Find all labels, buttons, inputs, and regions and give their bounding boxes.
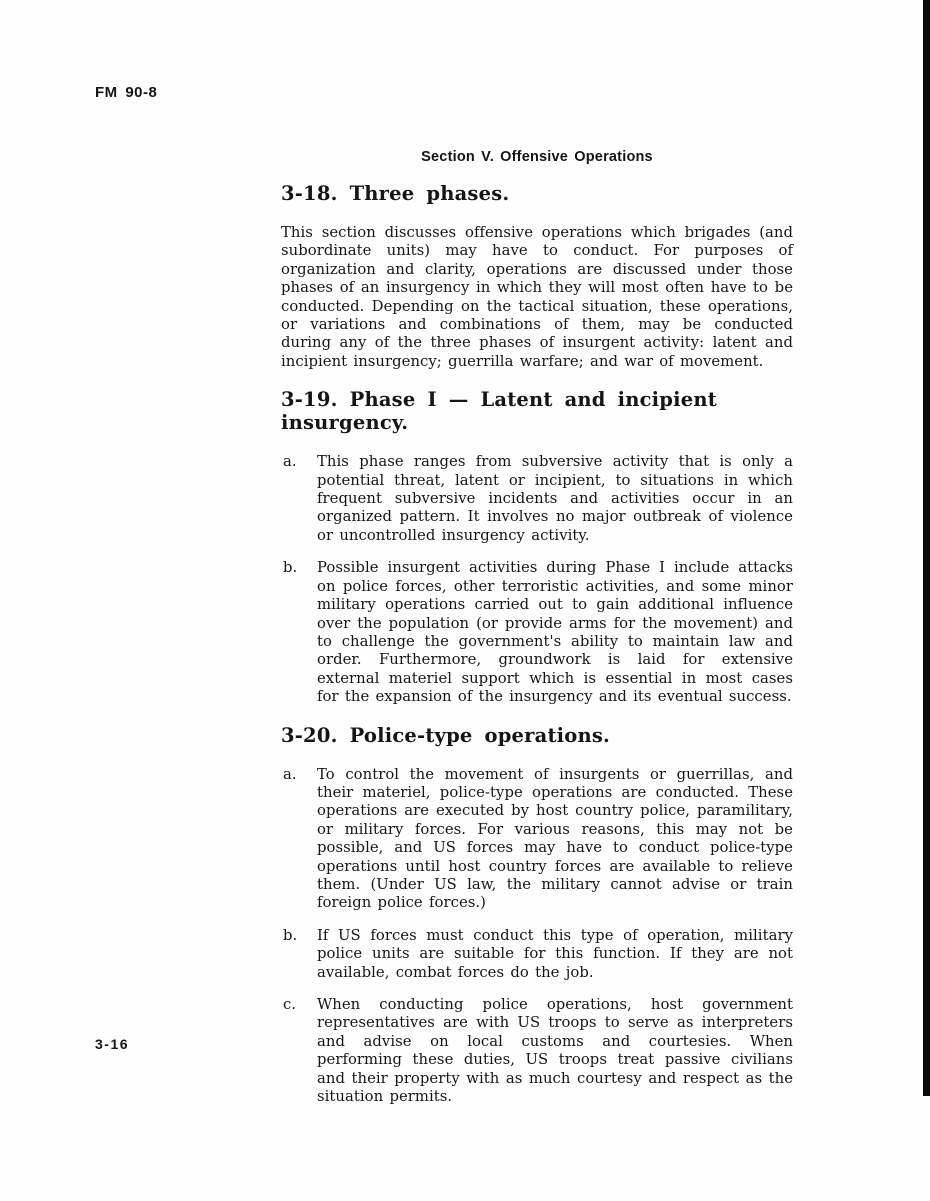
list-item (281, 559, 793, 706)
item-text: This phase ranges from subversive activity that is only a potential threat, latent or incipient, to situations in which frequent subversive incidents and activities occur in an organized pattern. It involves no major outbreak of violence or uncontrolled insurgency activity. (317, 453, 793, 544)
section-title: Phase I — Latent and incipient insurgency. (281, 388, 717, 435)
list-item (281, 927, 793, 982)
section-banner: Section V. Offensive Operations (421, 149, 653, 165)
item-text: Possible insurgent activities during Phase I include attacks on police forces, other terroristic activities, and some minor military operations carried out to gain additional influence over the population (or provide arms for the movement) and to challenge the government's ability to maintain law and order. Furthermore, groundwork is laid for extensive external materiel support which is essential in most cases for the expansion of the insurgency and its eventual success. (317, 559, 793, 706)
item-label: a. (283, 453, 297, 471)
page-content-column (281, 149, 793, 1120)
section-heading (281, 724, 793, 747)
item-label: a. (283, 765, 297, 783)
section-number: 3-20. (281, 723, 338, 747)
section-paragraph: This section discusses offensive operations which brigades (and subordinate units) may have to conduct. For purposes of organization and clarity, operations are discussed under those phases of an insurgency in which they will most often have to be conducted. Depending on the tactical situation, these operations, or variations and combinations of them, may be conducted during any of the three phases of insurgent activity: latent and incipient insurgency; guerrilla warfare; and war of movement. (281, 224, 793, 370)
item-text: To control the movement of insurgents or guerrillas, and their materiel, police-type operations are conducted. These operations are executed by host country police, paramilitary, or military forces. For various reasons, this may not be possible, and US forces may have to conduct police-type operations until host country forces are available to relieve them. (Under US law, the military cannot advise or train foreign police forces.) (317, 765, 793, 912)
section-number: 3-19. (281, 388, 338, 412)
list-item (281, 453, 793, 545)
section-3-19 (281, 388, 793, 706)
section-3-18 (281, 182, 793, 371)
item-label: c. (283, 996, 296, 1013)
item-label: b. (283, 559, 298, 577)
item-text: If US forces must conduct this type of operation, military police units are suitable for this function. If they are not available, combat forces do the job. (317, 926, 793, 981)
scan-edge-artifact (923, 0, 930, 1096)
section-heading (281, 182, 793, 205)
section-title: Police-type operations. (349, 723, 611, 747)
item-label: b. (283, 926, 298, 944)
section-title: Three phases. (349, 182, 510, 205)
section-number: 3-18. (281, 182, 338, 205)
manual-number-header: FM 90-8 (95, 84, 158, 101)
list-item (281, 996, 793, 1106)
page-number-footer: 3-16 (95, 1036, 130, 1052)
section-3-20 (281, 724, 793, 1107)
item-text: When conducting police operations, host government representatives are with US troops to serve as interpreters and advise on local customs and courtesies. When performing these duties, US troops treat passive civilians and their property with as much courtesy and respect as the situation permits. (317, 996, 793, 1106)
section-heading (281, 388, 793, 434)
list-item (281, 766, 793, 913)
